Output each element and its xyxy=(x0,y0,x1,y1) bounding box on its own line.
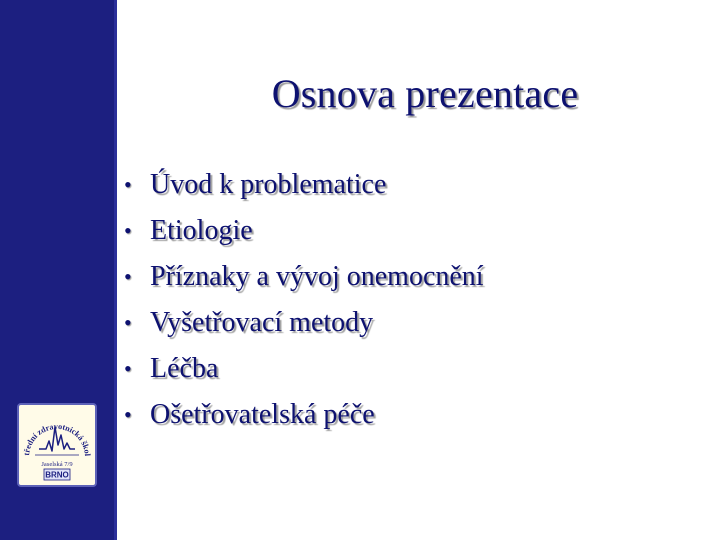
sidebar-edge xyxy=(114,0,117,540)
slide-title: Osnova prezentace xyxy=(271,71,579,116)
list-item xyxy=(124,162,484,208)
list-item xyxy=(124,346,484,392)
list-item-text: Etiologie xyxy=(150,215,253,246)
list-item xyxy=(124,300,484,346)
list-item-text: Příznaky a vývoj onemocnění xyxy=(150,261,484,292)
bullet-icon: • xyxy=(124,264,132,289)
bullet-icon: • xyxy=(124,402,132,427)
logo-school-name: třední zdravotnická škol xyxy=(22,421,92,457)
logo-address: Jaselská 7/9 xyxy=(41,461,73,468)
school-logo xyxy=(17,403,97,487)
bullet-icon: • xyxy=(124,218,132,243)
bullet-icon: • xyxy=(124,356,132,381)
list-item-text: Ošetřovatelská péče xyxy=(150,399,375,430)
list-item-text: Léčba xyxy=(150,353,219,384)
bullet-icon: • xyxy=(124,310,132,335)
list-item-text: Vyšetřovací metody xyxy=(150,307,374,338)
list-item xyxy=(124,392,484,438)
list-item xyxy=(124,208,484,254)
school-logo-emblem-icon xyxy=(19,405,95,485)
list-item-text: Úvod k problematice xyxy=(150,169,387,200)
list-item xyxy=(124,254,484,300)
bullet-list xyxy=(124,162,484,438)
bullet-icon: • xyxy=(124,172,132,197)
logo-city: BRNO xyxy=(45,470,69,480)
